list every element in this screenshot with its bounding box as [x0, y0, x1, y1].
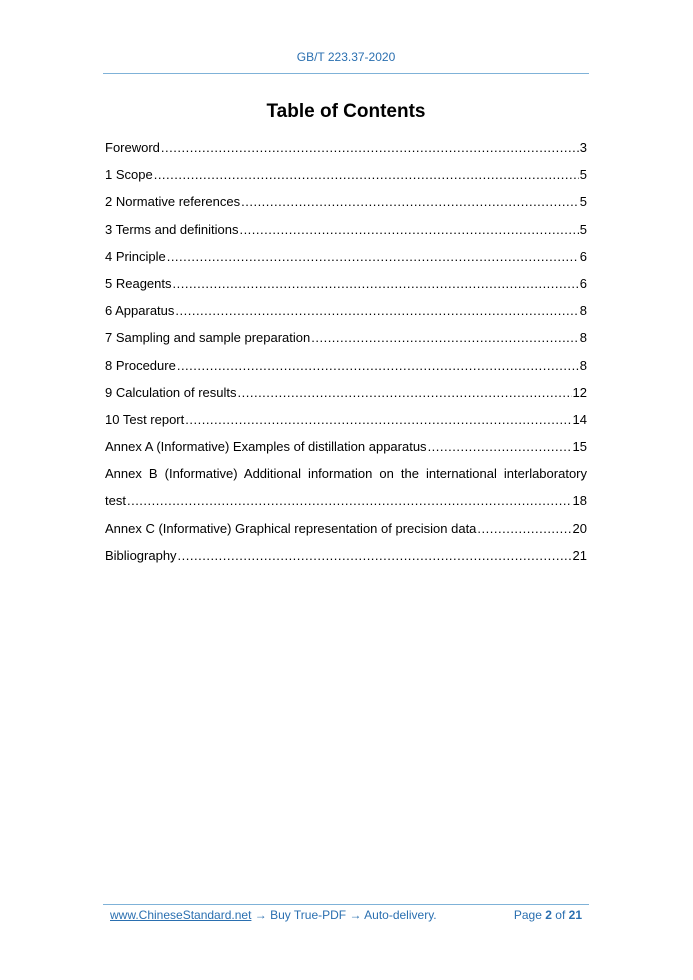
toc-entry-annex-c[interactable] — [105, 515, 587, 542]
toc-label: test — [105, 493, 126, 509]
toc-leader — [173, 270, 579, 297]
toc-title: Table of Contents — [266, 101, 426, 122]
toc-label: 10 Test report — [105, 411, 185, 427]
toc-label: 6 Apparatus — [105, 303, 175, 319]
toc-label: 8 Procedure — [105, 357, 176, 373]
toc-entry-principle[interactable] — [105, 243, 587, 270]
toc-leader — [238, 379, 572, 406]
toc-entry-bibliography[interactable] — [105, 542, 587, 569]
toc-entry-scope[interactable] — [105, 161, 587, 188]
toc-label: 3 Terms and definitions — [105, 221, 239, 237]
toc-leader — [311, 324, 579, 351]
toc-page: 20 — [572, 520, 587, 536]
toc-label: Foreword — [105, 140, 160, 155]
toc-leader — [177, 352, 579, 379]
delivery-text: Auto-delivery. — [364, 908, 437, 922]
toc-page: 3 — [579, 140, 587, 155]
toc-page: 15 — [572, 439, 587, 455]
toc-label: 5 Reagents — [105, 275, 172, 291]
toc-entry-sampling[interactable] — [105, 324, 587, 351]
toc-leader — [161, 134, 579, 161]
toc-entry-terms[interactable] — [105, 216, 587, 243]
toc-label: 7 Sampling and sample preparation — [105, 330, 311, 346]
page-indicator — [514, 908, 582, 922]
toc-leader — [428, 433, 572, 460]
page-total: 21 — [568, 908, 582, 922]
footer-divider — [103, 904, 589, 905]
toc-page: 18 — [572, 493, 587, 509]
website-link[interactable]: www.ChineseStandard.net — [110, 908, 252, 922]
toc-page: 8 — [579, 303, 587, 319]
toc-entry-annex-a[interactable] — [105, 433, 587, 460]
toc-entry-calculation[interactable] — [105, 379, 587, 406]
toc-leader — [185, 406, 571, 433]
arrow-right-icon: → — [254, 908, 267, 922]
table-of-contents — [105, 134, 587, 569]
toc-page: 5 — [579, 194, 587, 210]
toc-entry-normative-references[interactable] — [105, 188, 587, 215]
toc-label: Bibliography — [105, 547, 177, 563]
toc-page: 8 — [579, 330, 587, 346]
toc-leader — [239, 216, 578, 243]
toc-page: 5 — [579, 167, 587, 183]
toc-entry-procedure[interactable] — [105, 352, 587, 379]
arrow-right-icon: → — [349, 908, 362, 922]
toc-label: 1 Scope — [105, 167, 153, 183]
header-divider — [103, 73, 589, 74]
buy-text: Buy True-PDF — [270, 908, 347, 922]
toc-label: Annex C (Informative) Graphical representation of precision data — [105, 520, 477, 536]
toc-leader — [167, 243, 579, 270]
toc-label: 2 Normative references — [105, 194, 241, 210]
toc-leader — [127, 487, 572, 514]
toc-page: 6 — [579, 248, 587, 264]
toc-page: 14 — [572, 411, 587, 427]
page-current: 2 — [545, 908, 552, 922]
toc-leader — [477, 515, 571, 542]
toc-leader — [178, 542, 572, 569]
toc-entry-reagents[interactable] — [105, 270, 587, 297]
toc-page: 6 — [579, 275, 587, 291]
document-footer — [110, 908, 582, 922]
toc-leader — [154, 161, 579, 188]
toc-entry-annex-b[interactable] — [105, 460, 587, 514]
toc-entry-apparatus[interactable] — [105, 297, 587, 324]
of-word: of — [555, 908, 566, 922]
toc-label-line1: Annex B (Informative) Additional information on the international interlaboratory — [105, 466, 587, 482]
toc-page: 12 — [572, 384, 587, 400]
toc-label: 9 Calculation of results — [105, 384, 237, 400]
page-word: Page — [513, 908, 542, 922]
toc-entry-foreword[interactable] — [105, 134, 587, 161]
toc-page: 5 — [579, 221, 587, 237]
document-header: GB/T 223.37-2020 — [296, 50, 396, 64]
toc-page: 21 — [572, 547, 587, 563]
toc-entry-test-report[interactable] — [105, 406, 587, 433]
toc-leader — [175, 297, 578, 324]
toc-label: 4 Principle — [105, 248, 166, 264]
toc-label: Annex A (Informative) Examples of distillation apparatus — [105, 439, 427, 455]
toc-leader — [241, 188, 579, 215]
toc-page: 8 — [579, 357, 587, 373]
